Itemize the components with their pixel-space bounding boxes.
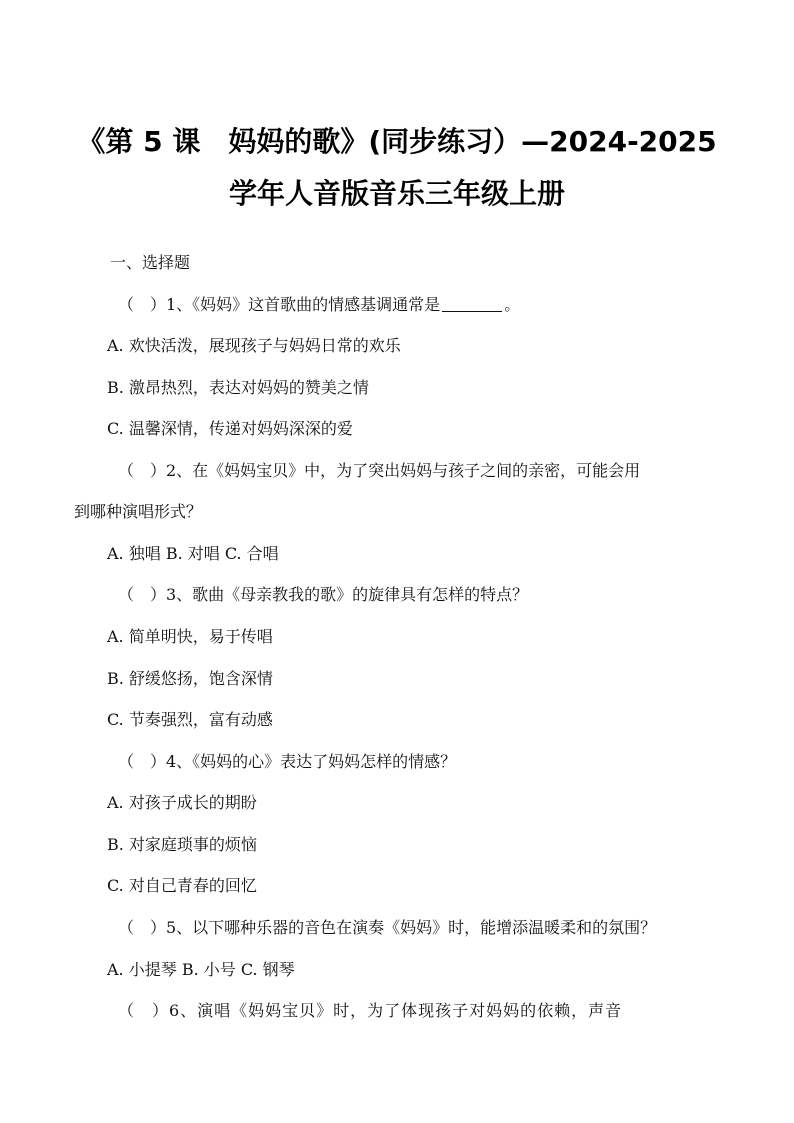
question-1-stem-text: （ ）1、《妈妈》这首歌曲的情感基调通常是 — [118, 295, 441, 314]
document-title-line-1: 《第 5 课 妈妈的歌》(同步练习）—2024-2025 — [77, 125, 717, 158]
answer-blank — [442, 310, 502, 312]
question-4-option-b: B. 对家庭琐事的烦恼 — [107, 835, 257, 854]
question-3-option-a: A. 简单明快，易于传唱 — [107, 627, 273, 646]
question-5-options: A. 小提琴 B. 小号 C. 钢琴 — [107, 960, 295, 979]
question-6-stem: （ ）6、演唱《妈妈宝贝》时，为了体现孩子对妈妈的依赖，声音 — [118, 1001, 623, 1020]
question-4-option-c: C. 对自己青春的回忆 — [107, 876, 257, 895]
question-2-stem-line-2: 到哪种演唱形式？ — [74, 502, 203, 521]
question-1-option-c: C. 温馨深情，传递对妈妈深深的爱 — [107, 419, 353, 438]
question-3-stem: （ ）3、歌曲《母亲教我的歌》的旋律具有怎样的特点？ — [118, 585, 529, 604]
question-3-option-b: B. 舒缓悠扬，饱含深情 — [107, 669, 273, 688]
question-5-stem: （ ）5、以下哪种乐器的音色在演奏《妈妈》时，能增添温暖柔和的氛围？ — [118, 918, 657, 937]
question-1-stem-end: 。 — [504, 295, 521, 314]
question-4-option-a: A. 对孩子成长的期盼 — [107, 793, 257, 812]
section-heading: 一、选择题 — [110, 253, 191, 272]
question-2-stem-line-1: （ ）2、在《妈妈宝贝》中，为了突出妈妈与孩子之间的亲密，可能会用 — [118, 461, 641, 480]
question-2-options: A. 独唱 B. 对唱 C. 合唱 — [107, 544, 279, 563]
question-4-stem: （ ）4、《妈妈的心》表达了妈妈怎样的情感？ — [118, 752, 457, 771]
question-1-stem — [118, 295, 520, 315]
question-1-option-b: B. 激昂热烈，表达对妈妈的赞美之情 — [107, 378, 369, 397]
question-1-option-a: A. 欢快活泼，展现孩子与妈妈日常的欢乐 — [107, 336, 401, 355]
document-title-line-2: 学年人音版音乐三年级上册 — [228, 177, 565, 210]
question-3-option-c: C. 节奏强烈，富有动感 — [107, 710, 273, 729]
